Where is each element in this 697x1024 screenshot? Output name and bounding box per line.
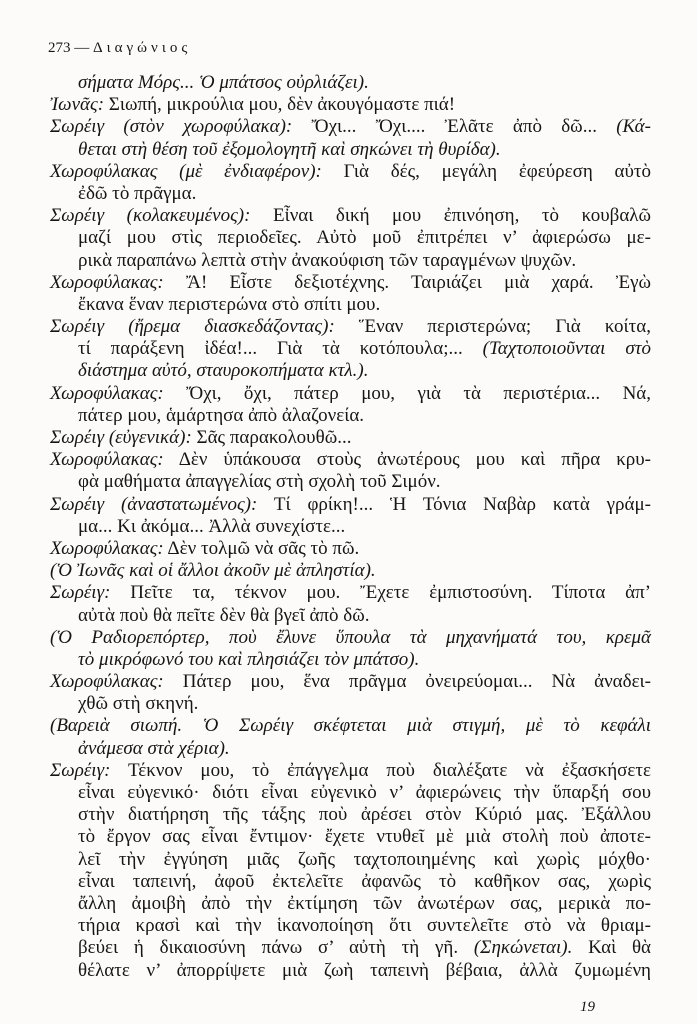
dialogue-text: ἔκανα ἕναν περιστερώνα στὸ σπίτι μου.	[78, 293, 381, 315]
text-line	[78, 605, 651, 627]
speech-paragraph	[50, 427, 651, 449]
stage-direction-paragraph	[50, 715, 651, 759]
line-content	[50, 715, 651, 736]
speech-paragraph	[50, 205, 651, 272]
line-content	[50, 205, 651, 226]
dialogue-text: τί παράξενη ἰδέα!... Γιὰ τὰ κοτόπουλα;...	[78, 338, 483, 360]
text-line	[50, 627, 651, 649]
line-content	[50, 538, 359, 559]
line-content	[78, 360, 369, 381]
dialogue-text: εἶναι εὐγενικό· διότι εἶναι εὐγενικὸ ν’ ἀφιερώνεις τὴν ὕπαρξή σου	[78, 782, 651, 803]
line-content	[78, 471, 441, 492]
text-line	[50, 449, 651, 471]
stage-direction: (Ταχτοποιοῦνται στὸ	[482, 338, 651, 360]
line-content	[50, 116, 651, 137]
speaker-name: Σωρέιγ (ἀναστατωμένος):	[50, 493, 258, 515]
text-line	[78, 738, 651, 760]
text-line	[50, 494, 651, 516]
speaker-name: Χωροφύλακας:	[50, 671, 164, 693]
dialogue-text: Τέκνον μου, τὸ ἐπάγγελμα ποὺ διαλέξατε νὰ ἐξασκήσετε	[110, 759, 651, 781]
text-line	[78, 250, 651, 272]
text-line	[78, 937, 651, 959]
stage-direction: διάστημα αὐτό, σταυροκοπήματα κτλ.).	[78, 360, 369, 382]
line-content	[78, 250, 576, 271]
text-line	[78, 294, 651, 316]
dialogue-text: στὴν διατήρηση τῆς τάξης ποὺ ἀρέσει στὸν Κύριό μας. Ἐξάλλου	[78, 804, 651, 826]
running-head	[48, 39, 191, 57]
text-line	[78, 693, 651, 715]
speaker-name: Χωροφύλακας:	[50, 382, 164, 404]
speaker-name: Σωρέιγ (ἤρεμα διασκεδάζοντας):	[50, 316, 335, 338]
speaker-name: Σωρέιγ (κολακευμένος):	[50, 205, 251, 227]
dialogue-text: Ἕναν περιστερώνα; Γιὰ κοίτα,	[334, 316, 651, 338]
text-line	[50, 560, 651, 582]
line-content	[78, 516, 345, 537]
line-content	[78, 139, 501, 160]
speaker-name: Σωρέιγ (εὐγενικά):	[50, 427, 192, 448]
stage-direction: (Ὁ Ραδιορεπόρτερ, ποὺ ἔλυνε ὕπουλα τὰ μηχανήματά του, κρεμᾶ	[50, 626, 651, 648]
text-line	[78, 139, 651, 161]
speech-paragraph	[50, 116, 651, 160]
line-content	[78, 782, 651, 803]
line-content	[50, 760, 651, 781]
line-content	[78, 937, 651, 958]
line-content	[78, 605, 369, 626]
stage-direction-paragraph	[50, 72, 651, 94]
dialogue-text: Ὄχι... Ὄχι.... Ἐλᾶτε ἀπὸ δῶ...	[292, 116, 617, 138]
line-content	[50, 582, 651, 603]
text-line	[78, 516, 651, 538]
dialogue-text: μα... Κι ἀκόμα... Ἀλλὰ συνεχίστε...	[78, 515, 346, 537]
text-line	[78, 782, 651, 804]
dialogue-text: θέλατε ν’ ἀπορρίψετε μιὰ ζωὴ ταπεινὴ βέβαια, ἀλλὰ ζυμωμένη	[78, 959, 651, 981]
line-content	[50, 560, 376, 581]
text-line	[50, 760, 651, 782]
stage-direction: (Σηκώνεται).	[473, 937, 573, 959]
line-content	[50, 94, 455, 115]
line-content	[78, 915, 651, 936]
line-content	[50, 494, 651, 515]
dialogue-text: Δὲν τολμῶ νὰ σᾶς τὸ πῶ.	[163, 537, 360, 559]
speaker-name: Χωροφύλακας:	[50, 537, 164, 559]
line-content	[78, 893, 651, 914]
dialogue-text: Ὄχι, ὄχι, πάτερ μου, γιὰ τὰ περιστέρια... Νά,	[163, 382, 651, 404]
stage-direction: σήματα Μόρς... Ὁ μπάτσος οὐρλιάζει).	[78, 72, 369, 93]
text-line	[50, 538, 651, 560]
text-line	[78, 471, 651, 493]
text-line	[78, 338, 651, 360]
stage-direction-paragraph	[50, 560, 651, 582]
dialogue-text: Ἄ! Εἶστε δεξιοτέχνης. Ταιριάζει μιὰ χαρά. Ἐγὼ	[163, 271, 651, 293]
speech-paragraph	[50, 494, 651, 538]
dialogue-text: βεύει ἡ δικαιοσύνη πάνω σ’ αὐτὴ τὴ γῆ.	[78, 937, 474, 959]
speaker-name: Χωροφύλακας:	[50, 449, 164, 471]
stage-direction-paragraph	[50, 627, 651, 671]
speech-paragraph	[50, 449, 651, 493]
text-line	[50, 205, 651, 227]
line-content	[78, 849, 651, 870]
stage-direction: (Βαρειὰ σιωπή. Ὁ Σωρέιγ σκέφτεται μιὰ στιγμή, μὲ τὸ κεφάλι	[50, 715, 651, 737]
text-line	[50, 715, 651, 737]
text-line	[78, 360, 651, 382]
text-line	[50, 427, 651, 449]
speaker-name: Σωρέιγ (στὸν χωροφύλακα):	[50, 116, 293, 138]
dialogue-text: τὸ ἔργον σας εἶναι ἔντιμον· ἔχετε ντυθεῖ μὲ μιὰ στολὴ ποὺ ἀποτε-	[78, 826, 651, 848]
dialogue-text: εἶναι ταπεινή, ἀφοῦ ἐκτελεῖτε ἀφανῶς τὸ καθῆκον σας, χωρὶς	[78, 870, 651, 892]
speech-paragraph	[50, 383, 651, 427]
text-line	[78, 183, 651, 205]
dialogue-text: ἐδῶ τὸ πρᾶγμα.	[78, 182, 197, 204]
line-content	[50, 427, 351, 448]
line-content	[50, 671, 651, 692]
stage-direction: ἀνάμεσα στὰ χέρια).	[78, 737, 230, 759]
line-content	[50, 316, 651, 337]
line-content	[78, 227, 651, 248]
text-line	[78, 915, 651, 937]
line-content	[50, 627, 651, 648]
dialogue-text: τήρια κρασὶ καὶ τὴν ἱκανοποίηση ὅτι συντελεῖτε στὸ νὰ θριαμ-	[78, 915, 651, 937]
line-content	[50, 449, 651, 470]
line-content	[50, 383, 651, 404]
dialogue-text: Γιὰ δές, μεγάλη ἐφεύρεση αὐτὸ	[321, 160, 651, 182]
speech-paragraph	[50, 94, 651, 116]
dialogue-text: μαζί μου στὶς περιοδεῖες. Αὐτὸ μοῦ ἐπιτρέπει ν’ ἀφιερώσω με-	[78, 227, 651, 249]
text-line	[78, 405, 651, 427]
text-line	[78, 960, 651, 982]
line-content	[78, 826, 651, 847]
speech-paragraph	[50, 161, 651, 205]
dialogue-text: χθῶ στὴ σκηνή.	[78, 693, 199, 715]
line-content	[78, 338, 651, 359]
line-content	[78, 960, 651, 981]
line-content	[50, 272, 651, 293]
text-line	[78, 826, 651, 848]
dialogue-text: Τί φρίκη!... Ἡ Τόνια Ναβὰρ κατὰ γράμ-	[257, 493, 651, 515]
text-line	[78, 72, 651, 94]
stage-direction: (Ὁ Ἰωνᾶς καὶ οἱ ἄλλοι ἀκοῦν μὲ ἀπληστία).	[50, 560, 376, 582]
dialogue-text: Εἶναι δική μου ἐπινόηση, τὸ κουβαλῶ	[250, 205, 651, 227]
text-line	[78, 871, 651, 893]
dialogue-text: λεῖ τὴν ἐγγύηση μιᾶς ζωῆς ταχτοποιημένης καὶ χωρὶς μόχθο·	[78, 848, 651, 870]
speech-paragraph	[50, 272, 651, 316]
stage-direction: τὸ μικρόφωνό του καὶ πλησιάζει τὸν μπάτσο).	[78, 648, 420, 670]
text-line	[50, 161, 651, 183]
line-content	[78, 871, 651, 892]
line-content	[50, 161, 651, 182]
line-content	[78, 649, 419, 670]
dialogue-text: πάτερ μου, ἁμάρτησα ἀπὸ ἀλαζονεία.	[78, 404, 365, 426]
speech-paragraph	[50, 538, 651, 560]
signature-mark: 19	[580, 999, 595, 1015]
line-content	[78, 294, 380, 315]
dialogue-text: ρικὰ παραπάνω λεπτὰ στὴν ἀνακούφιση τῶν ταραγμένων ψυχῶν.	[78, 249, 577, 271]
text-line	[78, 849, 651, 871]
speaker-name: Σωρέιγ:	[50, 582, 111, 604]
line-content	[78, 804, 651, 825]
text-line	[78, 804, 651, 826]
speech-paragraph	[50, 582, 651, 626]
running-title: Διαγώνιος	[93, 40, 192, 56]
stage-direction: θεται στὴ θέση τοῦ ἐξομολογητῆ καὶ σηκώνει τὴ θυρίδα).	[78, 138, 501, 160]
dialogue-text: Σᾶς παρακολουθῶ...	[191, 427, 352, 448]
speaker-name: Ἰωνᾶς:	[50, 94, 105, 116]
dialogue-text: Σιωπή, μικρούλια μου, δὲν ἀκουγόμαστε πιά!	[104, 94, 456, 116]
dialogue-text: αὐτὰ ποὺ θὰ πεῖτε δὲν θὰ βγεῖ ἀπὸ δῶ.	[78, 604, 370, 626]
text-line	[78, 893, 651, 915]
dialogue-text: Δὲν ὑπάκουσα στοὺς ἀνωτέρους μου καὶ πῆρα κρυ-	[163, 449, 651, 471]
page-number: 273	[48, 40, 71, 56]
text-line	[50, 94, 651, 116]
speech-paragraph	[50, 316, 651, 383]
separator-dash: —	[74, 40, 90, 56]
stage-direction: (Κά-	[616, 116, 651, 138]
text-line	[50, 383, 651, 405]
speaker-name: Χωροφύλακας:	[50, 271, 164, 293]
speech-paragraph	[50, 760, 651, 982]
line-content	[78, 183, 196, 204]
text-line	[50, 316, 651, 338]
text-line	[78, 227, 651, 249]
line-content	[78, 693, 198, 714]
speaker-name: Σωρέιγ:	[50, 759, 111, 781]
dialogue-text: Καὶ θὰ	[572, 937, 652, 959]
line-content	[78, 738, 230, 759]
dialogue-text: Πεῖτε τα, τέκνον μου. Ἔχετε ἐμπιστοσύνη. Τίποτα ἀπ’	[110, 582, 651, 604]
text-line	[50, 272, 651, 294]
body-text	[50, 72, 651, 982]
text-line	[50, 582, 651, 604]
speaker-name: Χωροφύλακας (μὲ ἐνδιαφέρον):	[50, 160, 322, 182]
dialogue-text: φὰ μαθήματα ἀπαγγελίας στὴ σχολὴ τοῦ Σιμόν.	[78, 471, 441, 493]
text-line	[50, 116, 651, 138]
line-content	[78, 72, 369, 93]
text-line	[78, 649, 651, 671]
text-line	[50, 671, 651, 693]
speech-paragraph	[50, 671, 651, 715]
dialogue-text: Πάτερ μου, ἕνα πρᾶγμα ὀνειρεύομαι... Νὰ ἀναδει-	[163, 671, 651, 693]
dialogue-text: ἄλλη ἀμοιβὴ ἀπὸ τὴν ἐκτίμηση τῶν ἀνωτέρων σας, μερικὰ πο-	[78, 892, 651, 914]
line-content	[78, 405, 364, 426]
